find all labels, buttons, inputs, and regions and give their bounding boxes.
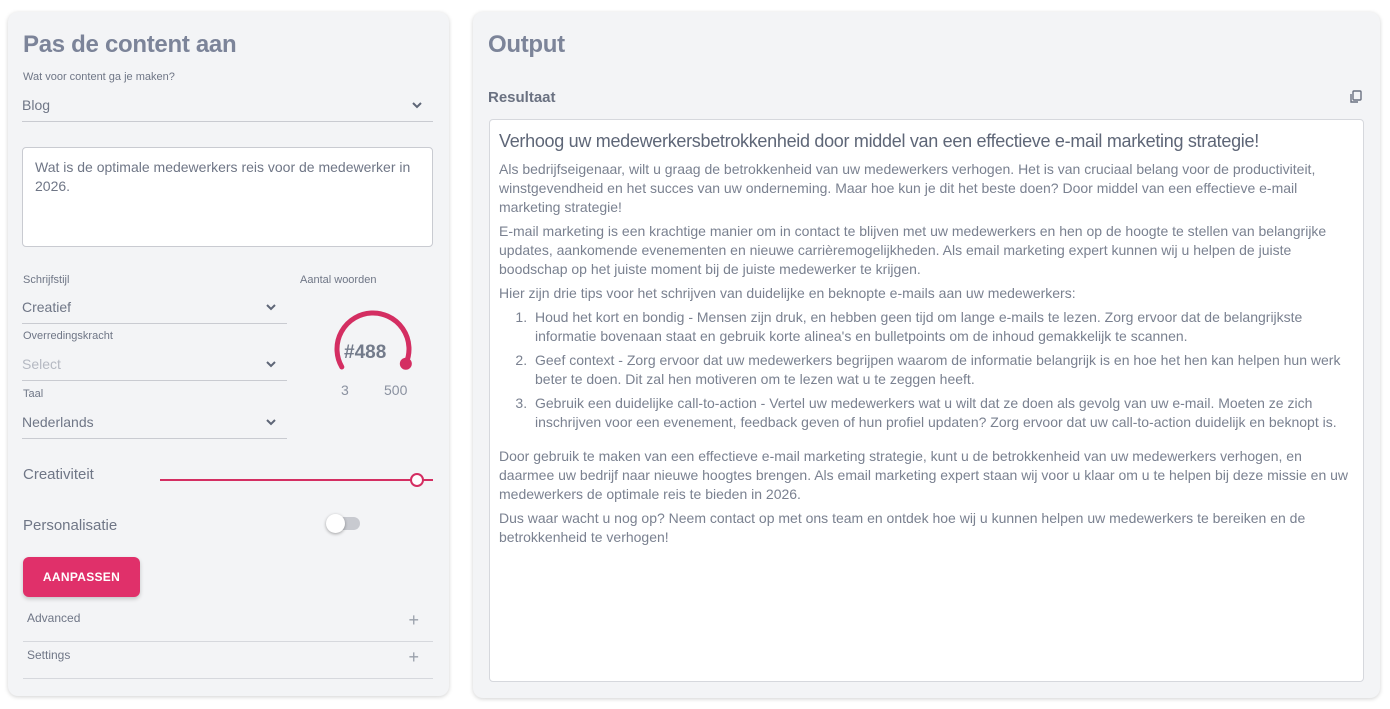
accordion-advanced[interactable] <box>23 605 433 642</box>
personalisation-toggle-knob[interactable] <box>326 514 345 533</box>
copy-icon[interactable] <box>1349 90 1363 104</box>
language-value: Nederlands <box>22 414 94 430</box>
list-item: 2. Geef context - Zorg ervoor dat uw medewerkers begrijpen waarom de informatie belangrijk is en hoe het hen kan helpen hun werk beter te doen. Dit zal hen motiveren om te lezen wat u te zeggen heeft. <box>531 351 1354 389</box>
output-panel <box>473 12 1380 698</box>
word-count-label: Aantal woorden <box>300 274 377 286</box>
creativity-slider-thumb[interactable] <box>410 473 424 487</box>
settings-panel <box>8 12 449 696</box>
prompt-textarea[interactable] <box>22 147 433 247</box>
creativity-slider-track[interactable] <box>160 479 433 481</box>
content-type-value: Blog <box>22 97 51 113</box>
writing-style-label: Schrijfstijl <box>23 274 70 286</box>
tips-list <box>531 308 1354 432</box>
output-paragraph: Hier zijn drie tips voor het schrijven van duidelijke en beknopte e-mails aan uw medewerkers: <box>499 285 1076 301</box>
accordion-advanced-label: Advanced <box>27 611 81 625</box>
output-title: Output <box>488 31 565 58</box>
personalisation-label: Personalisatie <box>23 517 118 534</box>
word-count-max: 500 <box>384 382 408 398</box>
accordion-settings-label: Settings <box>27 648 71 662</box>
persuasion-label: Overredingskracht <box>23 330 113 342</box>
plus-icon[interactable]: + <box>408 610 419 630</box>
panel-title: Pas de content aan <box>23 31 237 58</box>
language-label: Taal <box>23 388 44 400</box>
writing-style-select[interactable] <box>22 299 287 324</box>
writing-style-value: Creatief <box>22 299 72 315</box>
chevron-down-icon <box>411 99 423 111</box>
word-count-value: #488 <box>344 342 387 363</box>
accordion-settings[interactable] <box>23 642 433 679</box>
list-item: 3. Gebruik een duidelijke call-to-action - Vertel uw medewerkers wat u wilt dat ze doen als gevolg van uw e-mail. Moeten ze zich inschrijven voor een evenement, feedback geven of hun profiel updaten? Zorg ervoor dat uw call-to-action duidelijk en beknopt is. <box>531 394 1354 432</box>
chevron-down-icon <box>265 301 277 313</box>
plus-icon[interactable]: + <box>408 647 419 667</box>
output-paragraph: Door gebruik te maken van een effectieve e-mail marketing strategie, kunt u de betrokkenheid van uw medewerkers verhogen, en daarmee uw bedrijf naar nieuwe hoogtes brengen. Als email marketing expert staan wij voor u klaar om u te helpen bij deze missie en uw medewerkers de optimale reis te bieden in 2026. <box>499 448 1349 502</box>
list-item: 1. Houd het kort en bondig - Mensen zijn druk, en hebben geen tijd om lange e-mails te lezen. Zorg ervoor dat de belangrijkste informatie bovenaan staat en gebruik korte alinea's en bulletpoints om de inhoud gemakkelijk te scannen. <box>531 308 1354 346</box>
content-type-label: Wat voor content ga je maken? <box>23 71 175 83</box>
chevron-down-icon <box>265 358 277 370</box>
persuasion-placeholder: Select <box>22 356 61 372</box>
output-paragraph: Dus waar wacht u nog op? Neem contact op met ons team en ontdek hoe wij u kunnen helpen uw medewerkers te bereiken en de betrokkenheid te verhogen! <box>499 510 1306 545</box>
chevron-down-icon <box>265 416 277 428</box>
creativity-label: Creativiteit <box>23 466 94 483</box>
output-paragraph: E-mail marketing is een krachtige manier om in contact te blijven met uw medewerkers en hen op de hoogte te stellen van belangrijke updates, aankomende evenementen en nieuwe carrièremogelijkheden. Als email marketing expert kunnen wij u helpen de juiste boodschap op het juiste moment bij de juiste medewerker te krijgen. <box>499 223 1327 277</box>
result-label: Resultaat <box>488 89 556 106</box>
output-box[interactable] <box>489 119 1364 682</box>
content-type-select[interactable] <box>22 97 433 122</box>
language-select[interactable] <box>22 414 287 439</box>
persuasion-select[interactable] <box>22 356 287 381</box>
output-heading: Verhoog uw medewerkersbetrokkenheid door middel van een effectieve e-mail marketing strategie! <box>499 131 1259 151</box>
output-paragraph: Als bedrijfseigenaar, wilt u graag de betrokkenheid van uw medewerkers verhogen. Het is van cruciaal belang voor de productiviteit, winstgevendheid en het succes van uw onderneming. Maar hoe kun je dit het beste doen? Door middel van een effectieve e-mail marketing strategie! <box>499 161 1316 215</box>
submit-button[interactable]: AANPASSEN <box>23 557 140 597</box>
word-count-min: 3 <box>341 382 349 398</box>
